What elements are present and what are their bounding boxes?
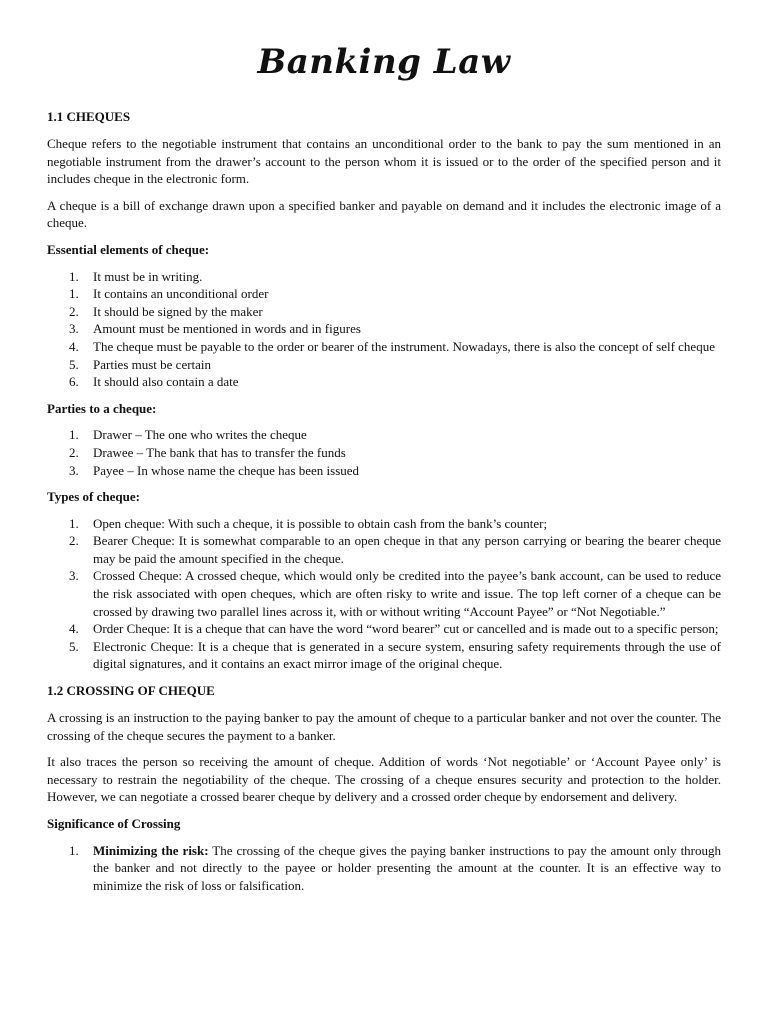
list-number: 1. (69, 515, 79, 531)
list-item-text: It must be in writing. (93, 268, 203, 284)
list-item (47, 303, 721, 321)
list-item-text: Drawer – The one who writes the cheque (93, 427, 307, 443)
types-list (47, 515, 721, 673)
list-number: 3. (69, 321, 79, 337)
list-item (47, 320, 721, 338)
list-item-text: Crossed Cheque: A crossed cheque, which would only be credited into the payee’s bank account, can be used to reduce the risk associated with open cheques, which are often risky to write and issue. The top left corner of a cheque can be crossed by drawing two parallel lines across it, with or without writing “Account Payee” or “Not Negotiable.” (93, 568, 721, 619)
section-heading-cheques: 1.1 CHEQUES (47, 109, 131, 124)
list-item (47, 638, 721, 673)
list-item-text: Amount must be mentioned in words and in figures (93, 321, 361, 337)
list-number: 1. (69, 427, 79, 443)
subheading-significance: Significance of Crossing (47, 816, 181, 831)
section-heading-crossing: 1.2 CROSSING OF CHEQUE (47, 683, 215, 699)
list-number: 1. (69, 842, 79, 858)
list-item (47, 426, 721, 444)
list-number: 1. (69, 268, 79, 284)
list-item-text: Electronic Cheque: It is a cheque that is generated in a secure system, ensuring safety requirements through the use of digital signatures, and it contains an exact mirror image of the original cheque. (93, 638, 721, 672)
list-item-lead: Minimizing the risk: (93, 842, 209, 858)
list-number: 3. (69, 462, 79, 478)
list-item-text: It should be signed by the maker (93, 303, 263, 319)
list-item-text: It contains an unconditional order (93, 286, 269, 302)
list-item-text: Open cheque: With such a cheque, it is possible to obtain cash from the bank’s counter; (93, 515, 548, 531)
essential-elements-list (47, 268, 721, 391)
paragraph: A crossing is an instruction to the paying banker to pay the amount of cheque to a particular banker and not over the counter. The crossing of the cheque secures the payment to a banker. (47, 710, 721, 743)
list-item (47, 356, 721, 374)
list-item (47, 268, 721, 286)
list-item (47, 373, 721, 391)
list-number: 2. (69, 444, 79, 460)
list-item-text: Parties must be certain (93, 356, 212, 372)
list-item (47, 567, 721, 620)
list-item (47, 620, 721, 638)
list-item-text: Order Cheque: It is a cheque that can have the word “word bearer” cut or cancelled and is made out to a specific person; (93, 621, 719, 637)
subheading-essential-elements: Essential elements of cheque: (47, 241, 210, 257)
list-item (47, 462, 721, 480)
list-item-text: Drawee – The bank that has to transfer the funds (93, 444, 346, 460)
list-item-text: The crossing of the cheque gives the paying banker instructions to pay the amount only through the banker and not directly to the payee or holder presenting the amount at the counter. It is an effective way to minimize the risk of loss or falsification. (93, 842, 722, 893)
list-number: 5. (69, 638, 79, 654)
list-number: 3. (69, 568, 79, 584)
paragraph: Cheque refers to the negotiable instrument that contains an unconditional order to the bank to pay the sum mentioned in an negotiable instrument from the drawer’s account to the person whom it is issued or to the order of the specified person and it includes cheque in the electronic form. (47, 136, 721, 187)
list-number: 4. (69, 338, 79, 354)
subheading-types: Types of cheque: (47, 489, 140, 505)
list-item (47, 444, 721, 462)
document-title: Banking Law (257, 42, 511, 82)
list-number: 4. (69, 621, 79, 637)
list-item (47, 285, 721, 303)
document-body (47, 108, 721, 903)
significance-list (47, 842, 721, 895)
list-item-text: Payee – In whose name the cheque has been issued (93, 462, 360, 478)
list-item (47, 842, 721, 895)
list-item-text: Bearer Cheque: It is somewhat comparable to an open cheque in that any person carrying or bearing the bearer cheque may be paid the amount specified in the cheque. (93, 533, 721, 566)
subheading-parties: Parties to a cheque: (47, 400, 157, 416)
list-number: 6. (69, 374, 79, 390)
list-number: 5. (69, 356, 79, 372)
list-item (47, 532, 721, 567)
list-item (47, 338, 721, 356)
paragraph: It also traces the person so receiving the amount of cheque. Addition of words ‘Not negotiable’ or ‘Account Payee only’ is necessary to restrain the negotiability of the cheque. The crossing of a cheque ensures security and protection to the holder. However, we can negotiate a crossed bearer cheque by delivery and a crossed order cheque by endorsement and delivery. (47, 754, 721, 805)
list-item (47, 515, 721, 533)
list-number: 2. (69, 303, 79, 319)
list-number: 2. (69, 533, 79, 549)
list-item-text: The cheque must be payable to the order or bearer of the instrument. Nowadays, there is also the concept of self cheque (93, 338, 715, 354)
list-item-text: It should also contain a date (93, 374, 239, 390)
list-number: 1. (69, 286, 79, 302)
parties-list (47, 426, 721, 479)
paragraph: A cheque is a bill of exchange drawn upon a specified banker and payable on demand and it includes the electronic image of a cheque. (47, 197, 721, 231)
